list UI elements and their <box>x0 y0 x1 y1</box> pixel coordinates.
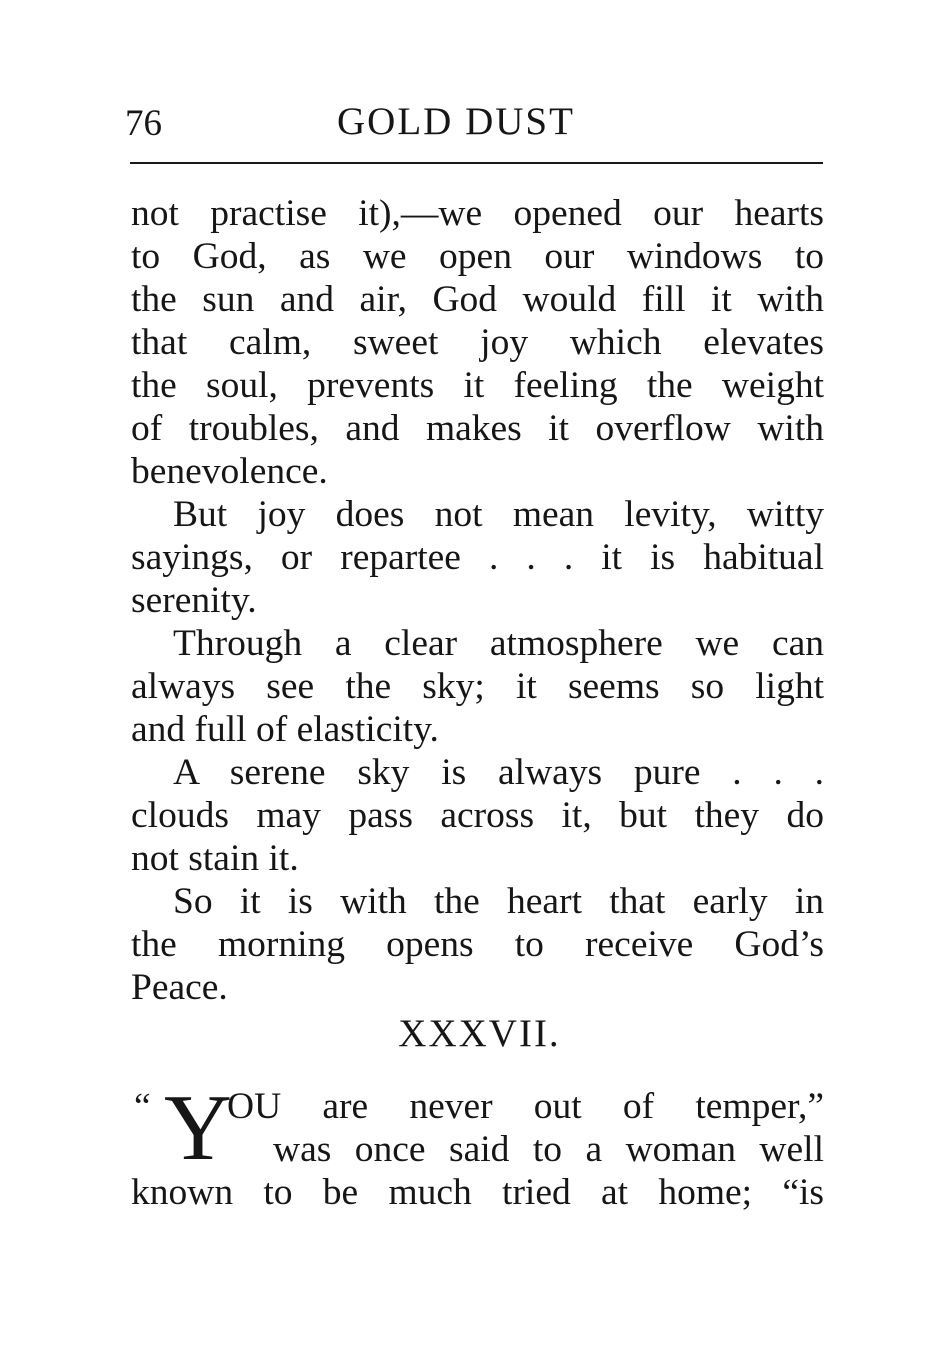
drop-cap: Y <box>164 1076 232 1180</box>
text-line: that calm, sweet joy which elevates <box>131 322 824 363</box>
text-line: the sun and air, God would fill it with <box>131 279 824 320</box>
text-line: clouds may pass across it, but they do <box>131 795 824 836</box>
text-line: Peace. <box>131 967 228 1008</box>
text-line: was once said to a woman well <box>273 1129 824 1170</box>
text-line: So it is with the heart that early in <box>173 881 824 922</box>
header-rule <box>130 162 823 164</box>
open-quote: “ <box>134 1086 151 1127</box>
text-line: sayings, or repartee . . . it is habitual <box>131 537 824 578</box>
text-line: serenity. <box>131 580 257 621</box>
text-line: known to be much tried at home; “is <box>131 1172 824 1213</box>
text-line: OU are never out of temper,” <box>227 1086 824 1127</box>
text-line: to God, as we open our windows to <box>131 236 824 277</box>
body-text <box>131 192 824 1009</box>
text-line: the morning opens to receive God’s <box>131 924 824 965</box>
text-line: Through a clear atmosphere we can <box>173 623 824 664</box>
text-line: and full of elasticity. <box>131 709 439 750</box>
text-line: not stain it. <box>131 838 299 879</box>
text-line: not practise it),—we opened our hearts <box>131 193 824 234</box>
chapter-heading: XXXVII. <box>398 1012 561 1055</box>
text-line: A serene sky is always pure . . . <box>173 752 824 793</box>
text-line: always see the sky; it seems so light <box>131 666 824 707</box>
running-title: GOLD DUST <box>337 100 575 143</box>
text-line: the soul, prevents it feeling the weight <box>131 365 824 406</box>
text-line: But joy does not mean levity, witty <box>173 494 824 535</box>
text-line: benevolence. <box>131 451 328 492</box>
text-line: of troubles, and makes it overflow with <box>131 408 824 449</box>
page-number: 76 <box>125 103 162 144</box>
